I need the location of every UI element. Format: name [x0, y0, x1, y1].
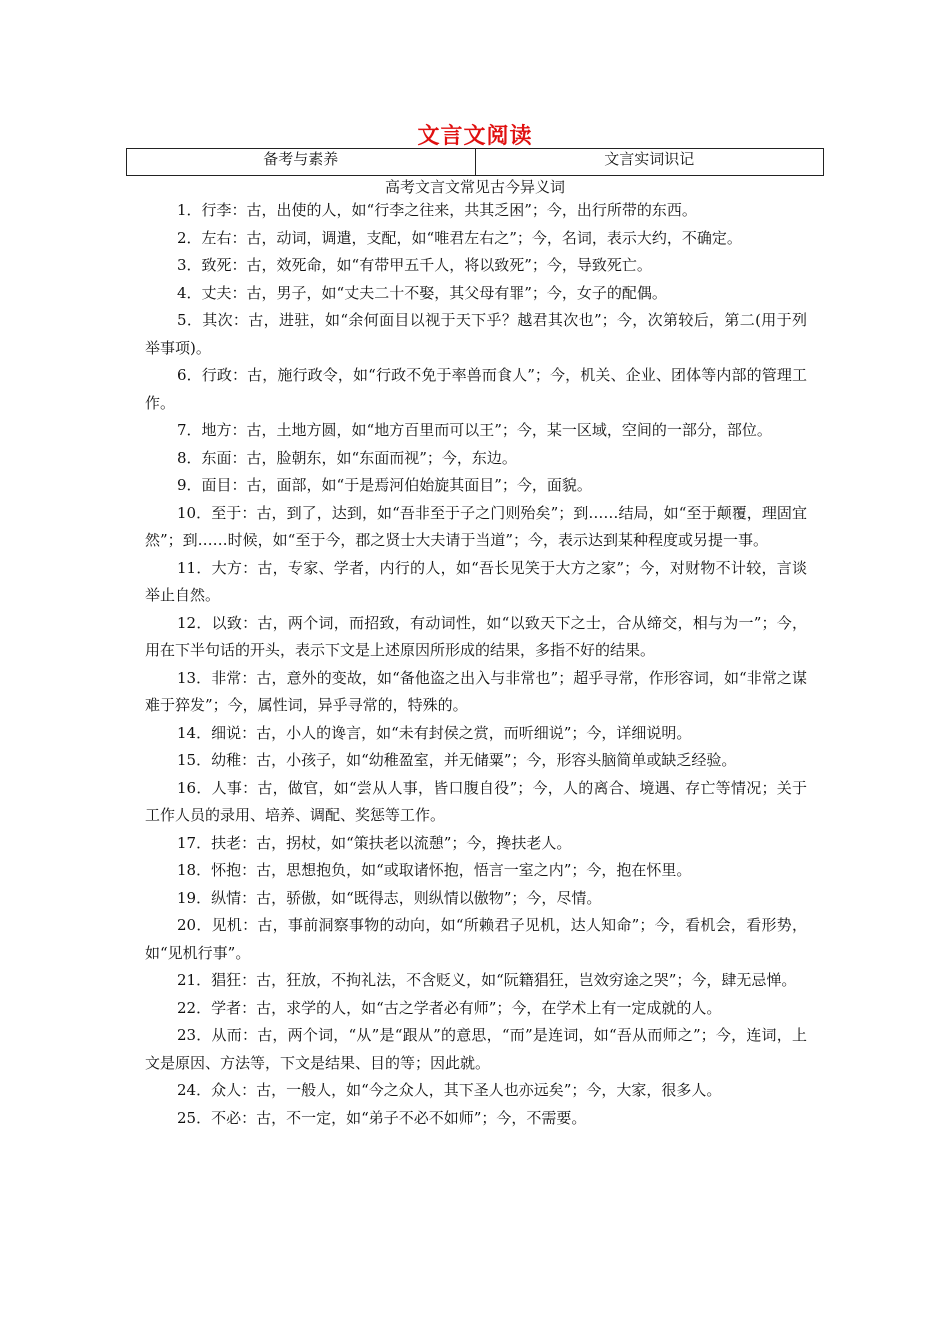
- list-item: 21．猖狂：古，狂放，不拘礼法，不含贬义，如“阮籍猖狂，岂效穷途之哭”；今，肆无忌惮。: [177, 971, 797, 989]
- list-item: 12．以致：古，两个词，而招致，有动词性，如“以致天下之士，合从缔交，相与为一”；今，用在下半句话的开头，表示下文是上述原因所形成的结果，多指不好的结果。: [145, 613, 807, 659]
- list-item: 13．非常：古，意外的变故，如“备他盗之出入与非常也”；超乎寻常，作形容词，如“非常之谋难于猝发”；今，属性词，异乎寻常的，特殊的。: [145, 668, 807, 714]
- list-item: 1．行李：古，出使的人，如“行李之往来，共其乏困”；今，出行所带的东西。: [177, 201, 697, 219]
- header-cell-preparation: 备考与素养: [127, 149, 476, 175]
- list-item: 18．怀抱：古，思想抱负，如“或取诸怀抱，悟言一室之内”；今，抱在怀里。: [177, 861, 692, 879]
- list-item: 25．不必：古，不一定，如“弟子不必不如师”；今，不需要。: [177, 1108, 587, 1127]
- section-subtitle: 高考文言文常见古今异义词: [384, 178, 565, 196]
- list-item: 24．众人：古，一般人，如“今之众人，其下圣人也亦远矣”；今，大家，很多人。: [177, 1081, 722, 1099]
- vocabulary-list: [145, 197, 807, 1132]
- list-item: 10．至于：古，到了，达到，如“吾非至于子之门则殆矣”；到……结局，如“至于颠覆，理固宜然”；到……时候，如“至于今，郡之贤士大夫请于当道”；今，表示达到某种程度或另提一事。: [145, 503, 807, 549]
- page-title: 文言文阅读: [417, 123, 533, 149]
- header-cell-topic: 文言实词识记: [604, 150, 695, 168]
- list-item: 23．从而：古，两个词，“从”是“跟从”的意思，“而”是连词，如“吾从而师之”；今，连词，上文是原因、方法等，下文是结果、目的等；因此就。: [145, 1026, 807, 1072]
- list-item: 6．行政：古，施行政令，如“行政不免于率兽而食人”；今，机关、企业、团体等内部的管理工作。: [145, 366, 807, 412]
- list-item: 2．左右：古，动词，调遣，支配，如“唯君左右之”；今，名词，表示大约，不确定。: [177, 228, 742, 247]
- list-item: 14．细说：古，小人的谗言，如“未有封侯之赏，而听细说”；今，详细说明。: [177, 723, 692, 742]
- list-item: 20．见机：古，事前洞察事物的动向，如“所赖君子见机，达人知命”；今，看机会，看形势，如“见机行事”。: [145, 916, 807, 962]
- list-item: 11．大方：古，专家、学者，内行的人，如“吾长见笑于大方之家”；今，对财物不计较，言谈举止自然。: [145, 558, 807, 604]
- list-item: 22．学者：古，求学的人，如“古之学者必有师”；今，在学术上有一定成就的人。: [177, 998, 722, 1017]
- list-item: 19．纵情：古，骄傲，如“既得志，则纵情以傲物”；今，尽情。: [177, 888, 602, 907]
- list-item: 3．致死：古，效死命，如“有带甲五千人，将以致死”；今，导致死亡。: [177, 256, 652, 274]
- list-item: 8．东面：古，脸朝东，如“东面而视”；今，东边。: [177, 448, 517, 467]
- list-item: 9．面目：古，面部，如“于是焉河伯始旋其面目”；今，面貌。: [177, 476, 592, 494]
- list-item: 17．扶老：古，拐杖，如“策扶老以流憩”；今，搀扶老人。: [177, 833, 572, 852]
- list-item: 15．幼稚：古，小孩子，如“幼稚盈室，并无储粟”；今，形容头脑简单或缺乏经验。: [177, 751, 737, 769]
- list-item: 7．地方：古，土地方圆，如“地方百里而可以王”；今，某一区域，空间的一部分，部位。: [177, 421, 772, 439]
- list-item: 4．丈夫：古，男子，如“丈夫二十不娶，其父母有罪”；今，女子的配偶。: [177, 283, 667, 302]
- header-table: [126, 148, 824, 176]
- list-item: 16．人事：古，做官，如“尝从人事，皆口腹自役”；今，人的离合、境遇、存亡等情况；关于工作人员的录用、培养、调配、奖惩等工作。: [145, 778, 807, 824]
- list-item: 5．其次：古，进驻，如“余何面目以视于天下乎？越君其次也”；今，次第较后，第二(用于列举事项)。: [145, 311, 807, 357]
